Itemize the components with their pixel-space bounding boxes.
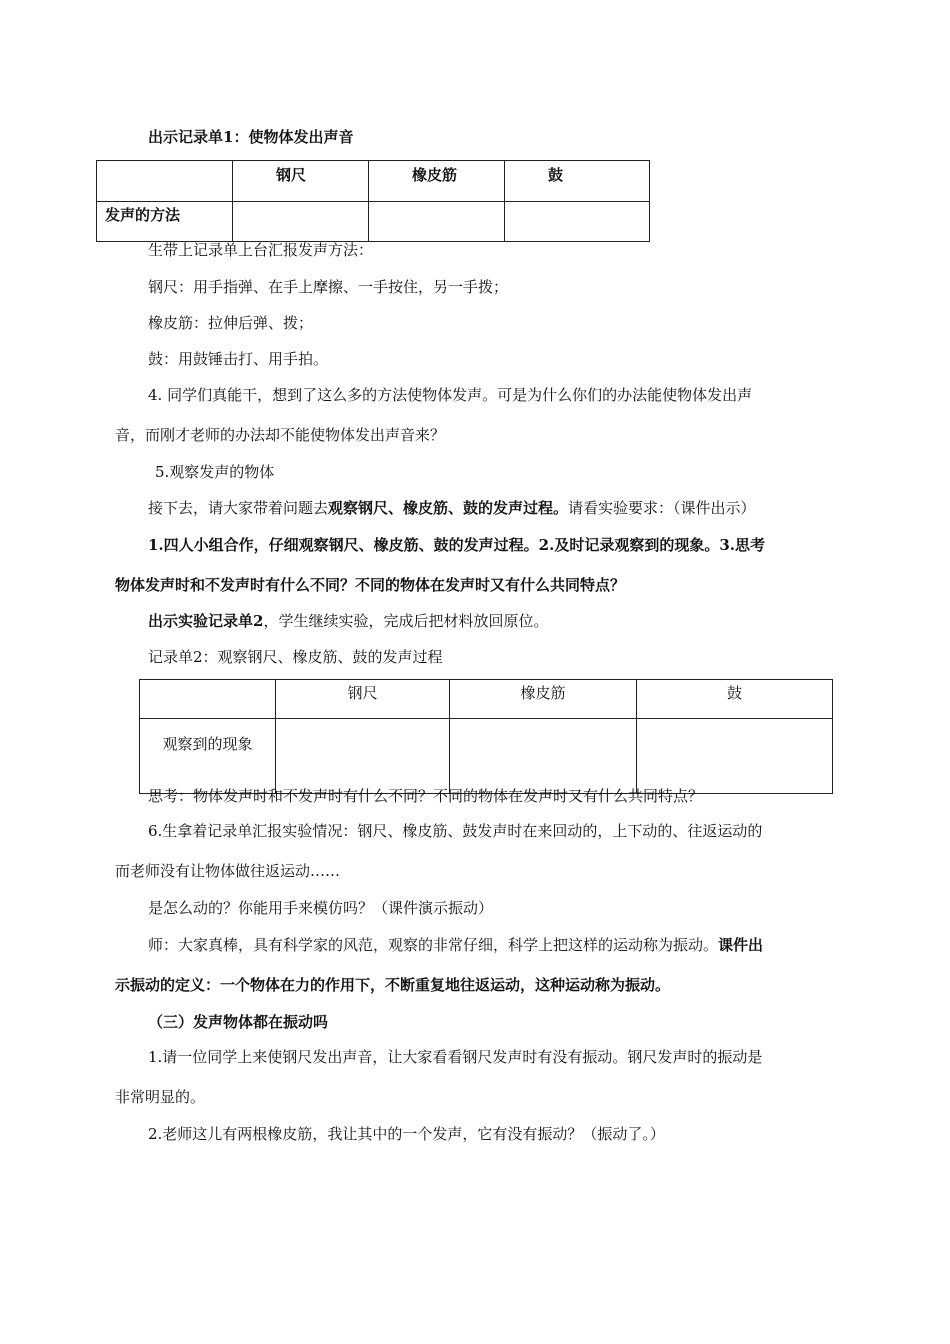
step5-title: 5.观察发声的物体 (155, 463, 275, 481)
table2-cell-rubber (450, 719, 637, 794)
report-rubber: 橡皮筋：拉伸后弹、拨； (148, 314, 314, 332)
table1-header-rubber: 橡皮筋 (369, 161, 505, 202)
report-drum: 鼓：用鼓锤击打、用手拍。 (148, 350, 329, 368)
step5-intro-bold: 观察钢尺、橡皮筋、鼓的发声过程。 (328, 499, 569, 517)
section3-p1-line2: 非常明显的。 (115, 1088, 206, 1106)
record1-title: 出示记录单1：使物体发出声音 (148, 128, 354, 146)
table1-cell-drum (505, 202, 650, 242)
section3-p2: 2.老师这儿有两根橡皮筋，我让其中的一个发声，它有没有振动？（振动了。） (148, 1125, 665, 1143)
step5-show-tail: ，学生继续实验，完成后把材料放回原位。 (263, 612, 549, 630)
step4-line2: 音，而刚才老师的办法却不能使物体发出声音来？ (115, 426, 446, 444)
section3-title: （三）发声物体都在振动吗 (148, 1013, 329, 1031)
step5-show (148, 611, 548, 631)
step6-teacher-plain: 师：大家真棒，具有科学家的风范，观察的非常仔细，科学上把这样的运动称为振动。 (148, 936, 719, 954)
table1-corner (97, 161, 233, 202)
table1-row-label: 发声的方法 (97, 202, 233, 242)
step6-teacher-bold: 课件出 (718, 936, 764, 954)
table2-header-rubber: 橡皮筋 (450, 680, 637, 719)
table2-cell-ruler (276, 719, 450, 794)
table1-cell-rubber (369, 202, 505, 242)
step5-intro (148, 498, 756, 518)
report-ruler: 钢尺：用手指弹、在手上摩擦、一手按住，另一手拨； (148, 278, 509, 296)
table1-cell-ruler (233, 202, 369, 242)
table2-header-ruler: 钢尺 (276, 680, 450, 719)
step4-line1: 4. 同学们真能干，想到了这么多的方法使物体发声。可是为什么你们的办法能使物体发出声 (148, 386, 753, 404)
report-intro: 生带上记录单上台汇报发声方法： (148, 241, 374, 259)
step6-line3: 是怎么动的？你能用手来模仿吗？（课件演示振动） (148, 899, 494, 917)
table2-cell-drum (637, 719, 833, 794)
step6-teacher (148, 935, 763, 955)
step6-definition: 示振动的定义：一个物体在力的作用下，不断重复地往返运动，这种运动称为振动。 (115, 976, 671, 994)
step5-show-bold: 出示实验记录单2 (148, 612, 264, 630)
table1-header-drum: 鼓 (505, 161, 650, 202)
table2-corner (140, 680, 276, 719)
table2-header-drum: 鼓 (637, 680, 833, 719)
step5-intro-plain: 接下去，请大家带着问题去 (148, 499, 329, 517)
section3-p1-line1: 1.请一位同学上来使钢尺发出声音，让大家看看钢尺发声时有没有振动。钢尺发声时的振动是 (148, 1048, 763, 1066)
step5-req-line1: 1.四人小组合作，仔细观察钢尺、橡皮筋、鼓的发声过程。2.及时记录观察到的现象。3.思考 (148, 536, 765, 554)
record2-title: 记录单2：观察钢尺、橡皮筋、鼓的发声过程 (148, 648, 443, 666)
record-table-1 (96, 160, 650, 242)
step6-line2: 而老师没有让物体做往返运动…… (115, 862, 341, 880)
think-line: 思考：物体发声时和不发声时有什么不同？不同的物体在发声时又有什么共同特点？ (148, 787, 704, 805)
table1-header-ruler: 钢尺 (233, 161, 369, 202)
step5-intro-tail: 请看实验要求：（课件出示） (568, 499, 756, 517)
record-table-2 (139, 679, 833, 794)
table2-row-label: 观察到的现象 (140, 719, 276, 794)
step6-line1: 6.生拿着记录单汇报实验情况：钢尺、橡皮筋、鼓发声时在来回动的，上下动的、往返运动的 (148, 822, 763, 840)
step5-req-line2: 物体发声时和不发声时有什么不同？不同的物体在发声时又有什么共同特点？ (115, 576, 626, 594)
